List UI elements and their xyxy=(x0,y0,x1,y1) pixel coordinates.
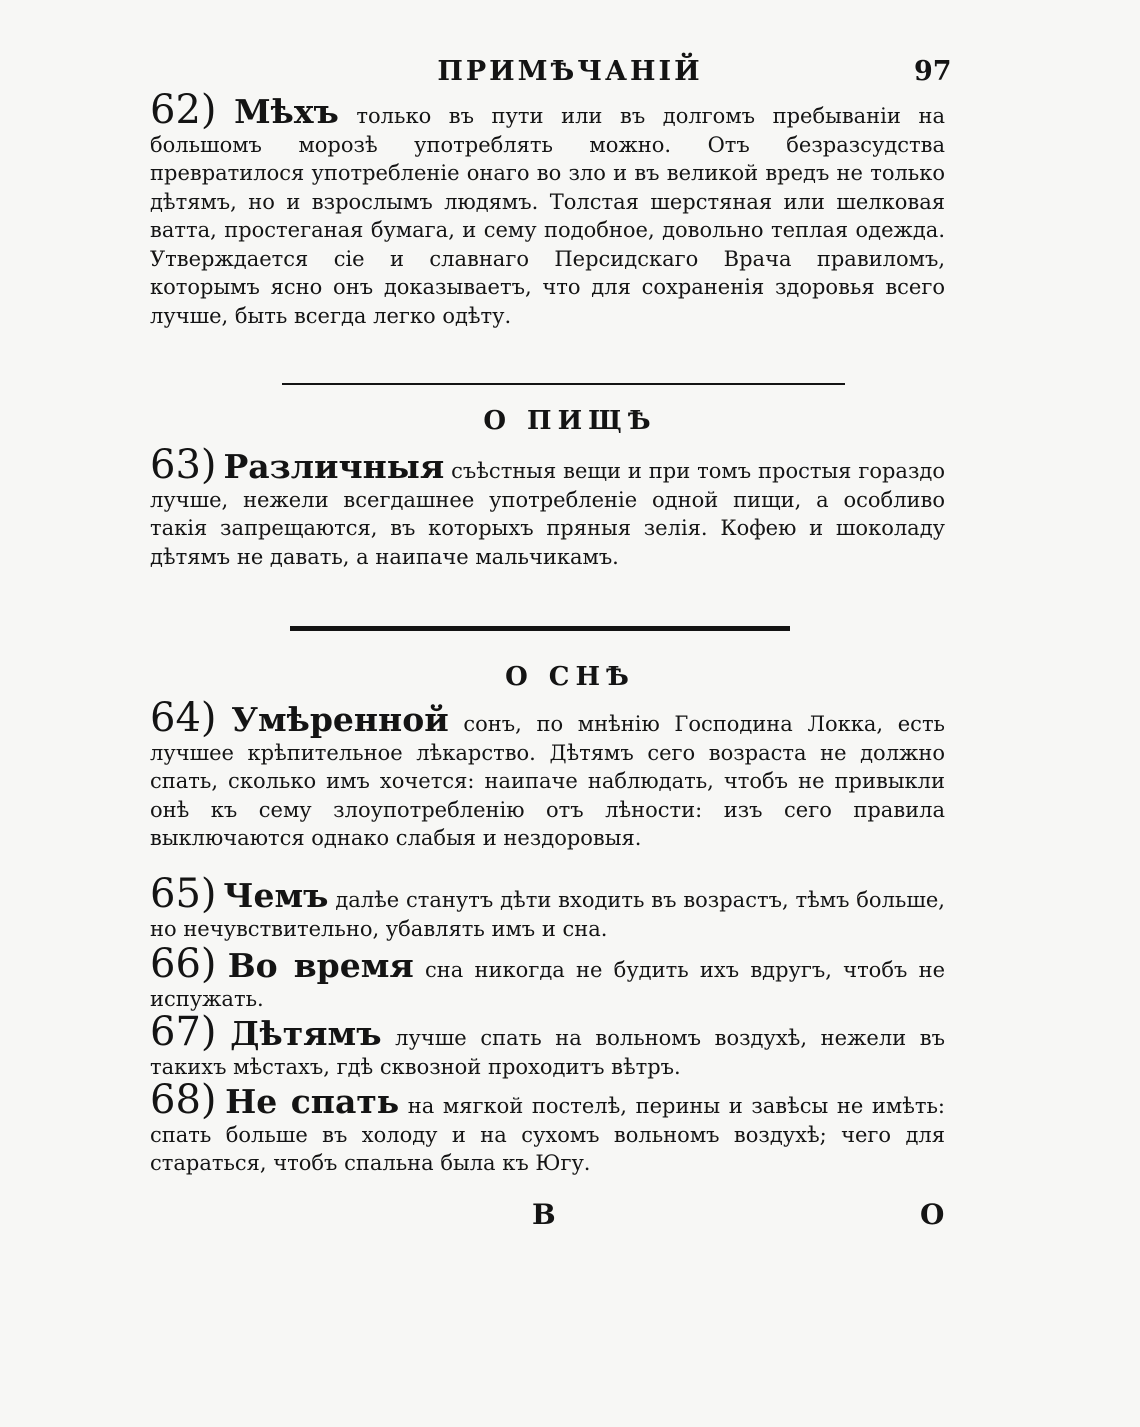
section-divider xyxy=(290,626,790,631)
paragraph-text: сонъ, по мнѣнію Господина Локка, есть лучшее крѣпительное лѣкарство. Дѣтямъ сего возраста не должно спать, сколько имъ хочется: наипаче наблюдать, чтобъ не привыкли онѣ къ сему злоупотребленію отъ лѣности: изъ сего правила выключаются однако слабыя и нездоровыя. xyxy=(150,712,945,850)
signature-mark: В xyxy=(532,1198,556,1231)
paragraph-text: сна никогда не будить ихъ вдругъ, чтобъ не испужать. xyxy=(150,958,945,1011)
paragraph-number: 63) xyxy=(150,442,217,488)
page-number: 97 xyxy=(914,56,952,87)
paragraph-number: 65) xyxy=(150,871,217,917)
paragraph-number: 64) xyxy=(150,695,217,741)
paragraph-lead-word: Различныя xyxy=(223,447,445,486)
paragraph-lead-word: Чемъ xyxy=(223,876,329,915)
section-title-food: О ПИЩѢ xyxy=(483,406,657,436)
paragraph-text: съѣстныя вещи и при томъ простыя гораздо лучше, нежели всегдашнее употребленіе одной пищи, а особливо такія запрещаются, въ которыхъ пряныя зелія. Кофею и шоколаду дѣтямъ не давать, а наипаче мальчикамъ. xyxy=(150,459,945,569)
paragraph-number: 62) xyxy=(150,87,217,133)
paragraph-text: далѣе станутъ дѣти входить въ возрастъ, тѣмъ больше, но нечувствительно, убавлять имъ и сна. xyxy=(150,888,945,941)
paragraph-number: 67) xyxy=(150,1009,217,1055)
paragraph-text: лучше спать на вольномъ воздухѣ, нежели въ такихъ мѣстахъ, гдѣ сквозной проходитъ вѣтръ. xyxy=(150,1026,945,1079)
paragraph-number: 66) xyxy=(150,941,217,987)
paragraph-64 xyxy=(150,695,945,853)
paragraph-63 xyxy=(150,442,945,571)
paragraph-66 xyxy=(150,941,945,1013)
paragraph-65 xyxy=(150,871,945,943)
catchword: О xyxy=(920,1198,945,1231)
paragraph-67 xyxy=(150,1009,945,1081)
paragraph-68 xyxy=(150,1077,945,1178)
paragraph-lead-word: Не спать xyxy=(225,1082,400,1121)
running-head: ПРИМѢЧАНІЙ xyxy=(437,56,703,87)
section-title-sleep: О СНѢ xyxy=(505,662,635,692)
paragraph-number: 68) xyxy=(150,1077,217,1123)
paragraph-lead-word: Умѣренной xyxy=(231,700,449,739)
paragraph-lead-word: Дѣтямъ xyxy=(230,1014,382,1053)
paragraph-lead-word: Во время xyxy=(227,946,414,985)
paragraph-text: на мягкой постелѣ, перины и завѣсы не имѣть: спать больше въ холоду и на сухомъ вольномъ воздухѣ; чего для стараться, чтобъ спальна была къ Югу. xyxy=(150,1094,945,1175)
paragraph-62 xyxy=(150,87,945,330)
paragraph-text: только въ пути или въ долгомъ пребываніи на большомъ морозѣ употреблять можно. Отъ безразсудства превратилося употребленіе онаго во зло и въ великой вредъ не только дѣтямъ, но и взрослымъ людямъ. Толстая шерстяная или шелковая ватта, простеганая бумага, и сему подобное, довольно теплая одежда. Утверждается сіе и славнаго Персидскаго Врача правиломъ, которымъ ясно онъ доказываетъ, что для сохраненія здоровья всего лучше, быть всегда легко одѣту. xyxy=(150,104,945,328)
section-divider xyxy=(282,383,845,385)
paragraph-lead-word: Мѣхъ xyxy=(234,92,339,131)
